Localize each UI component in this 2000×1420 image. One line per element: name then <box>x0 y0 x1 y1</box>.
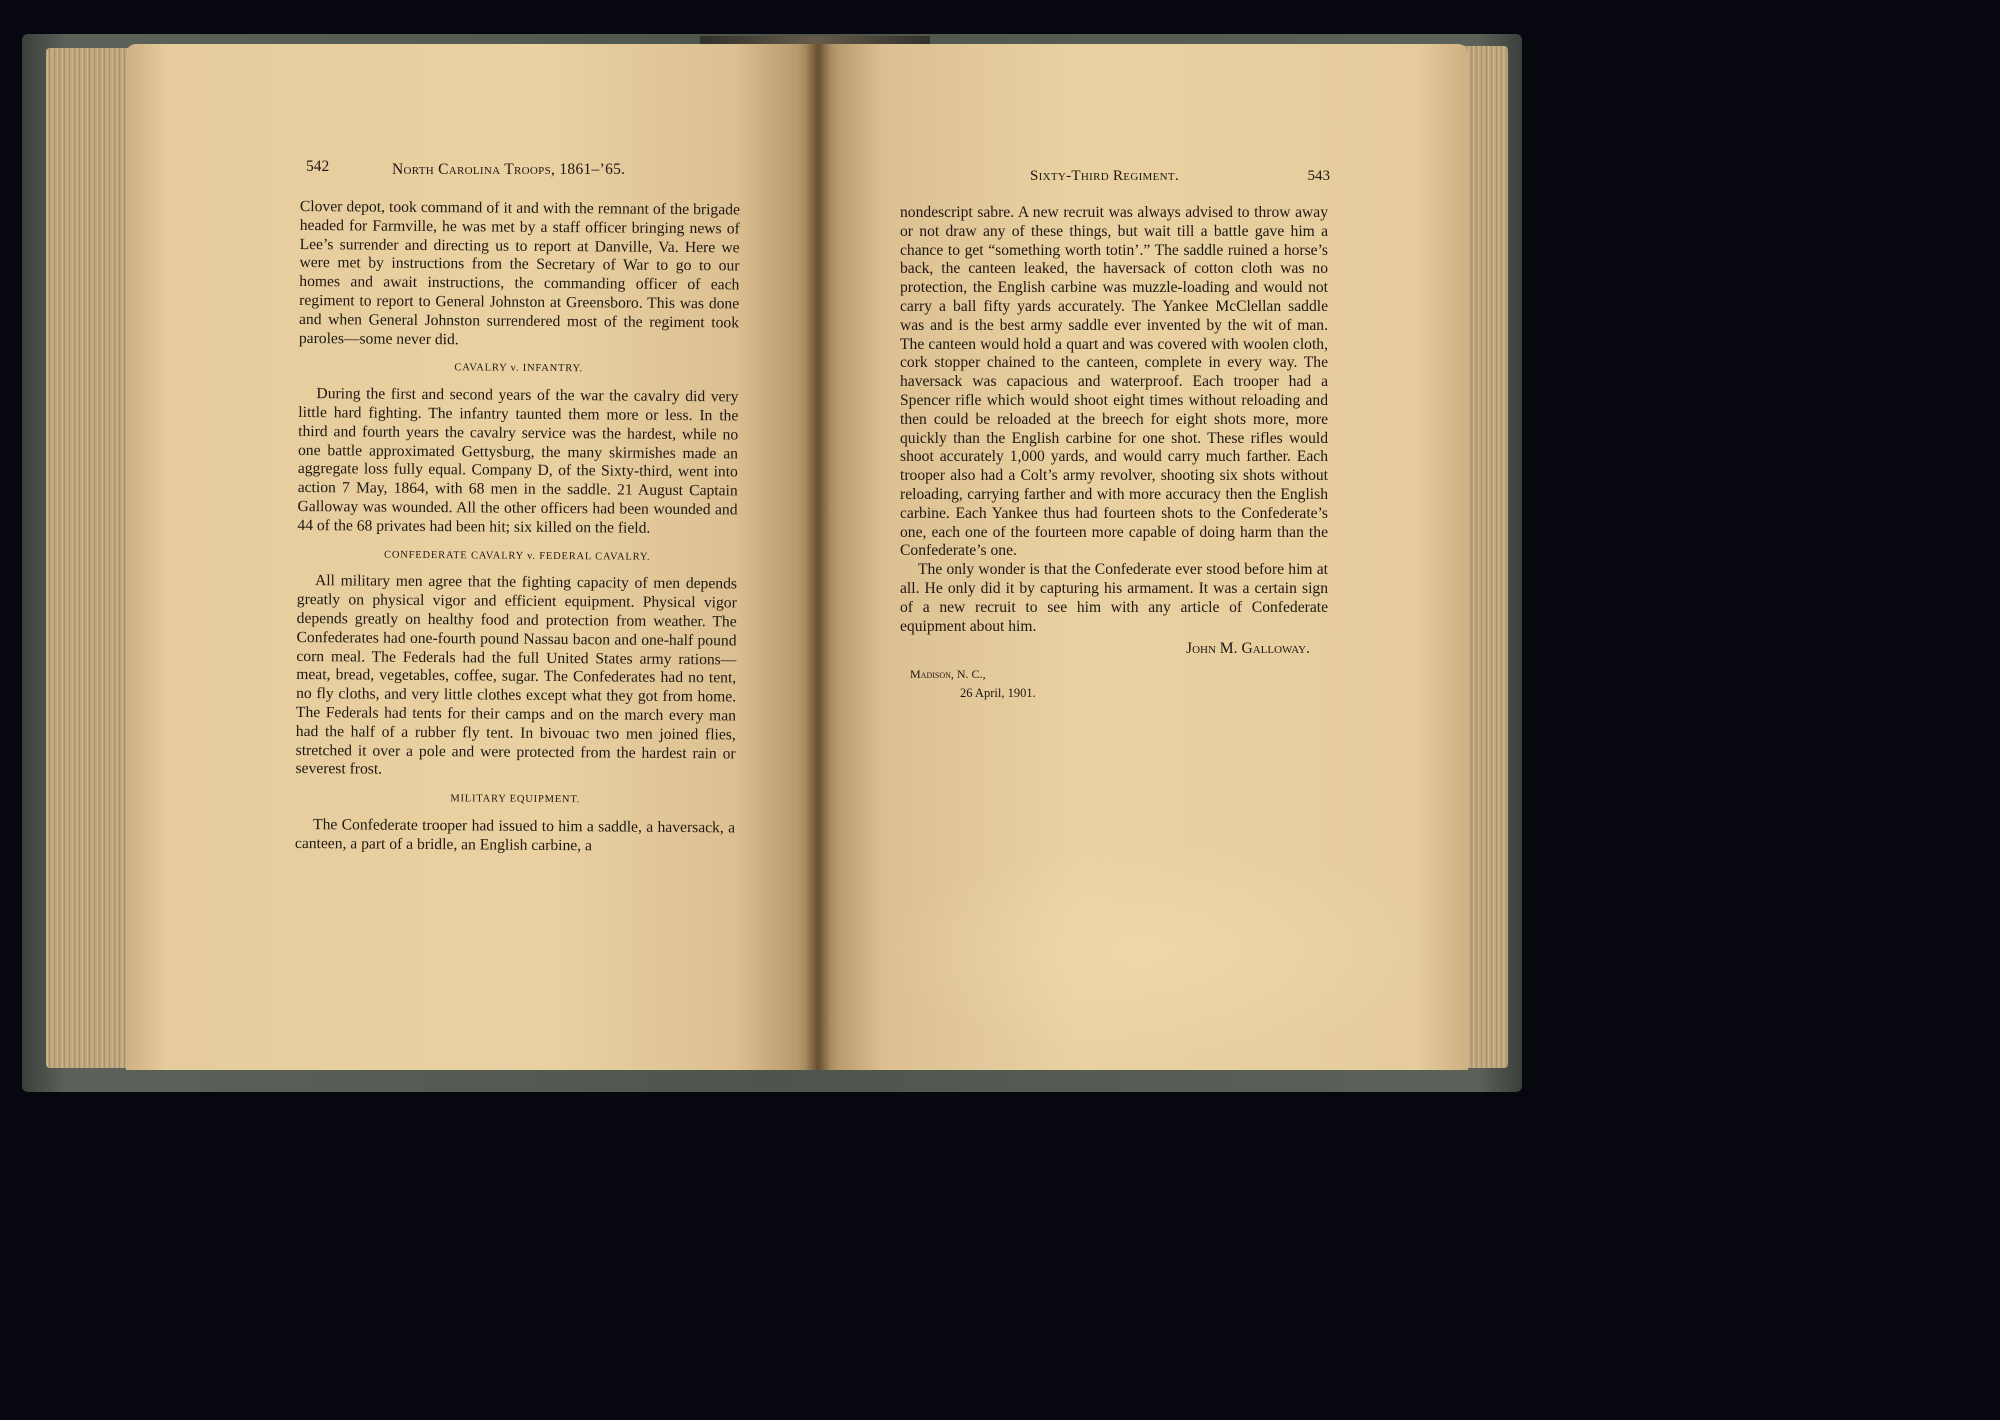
right-page-number: 543 <box>1307 168 1330 184</box>
left-paragraph-2: During the first and second years of the war the cavalry did very little hard fighting. The infantry taunted them more or less. In the third and fourth years the cavalry service was the hardest, while no one battle approximated Gettysburg, the many skirmishes made an aggregate loss fully equal. Company D, of the Sixty-third, went into action 7 May, 1864, with 68 men in the saddle. 21 August Captain Galloway was wounded. All the other officers had been wounded and 44 of the 68 privates had been hit; six killed on the field. <box>297 385 739 537</box>
left-paragraph-3: All military men agree that the fighting capacity of men depends greatly on physical vigor and efficient equipment. Physical vigor depends greatly on healthy food and protection from weather. The Confederates had one-fourth pound Nassau bacon and one-half pound corn meal. The Federals had the full United States army rations—meat, bread, vegetables, coffee, sugar. The Confederates had no tent, no fly cloths, and very little clothes except what they got from home. The Federals had tents for their camps and on the march every man had the half of a rubber fly tent. In bivouac two men joined flies, stretched it over a pole and were protected from the hardest rain or severest frost. <box>295 572 738 778</box>
right-paragraph-2: The only wonder is that the Confederate ever stood before him at all. He only did it by capturing his armament. It was a certain sign of a new recruit to see him with any article of Confederate equipment about him. <box>900 561 1328 635</box>
right-running-head: Sixty-Third Regiment. <box>1030 168 1179 184</box>
right-paragraph-1: nondescript sabre. A new recruit was always advised to throw away or not draw any of these things, but wait till a battle gave him a chance to get “something worth totin’.” The saddle ruined a horse’s back, the canteen leaked, the haversack of cotton cloth was no protection, the English carbine was muzzle-loading and would not carry a ball fifty yards accurately. The Yankee McClellan saddle was and is the best army saddle ever invented by the wit of man. The canteen would hold a quart and was covered with woolen cloth, cork stopper chained to the canteen, complete in every way. The haversack was capacious and waterproof. Each trooper had a Spencer rifle which would shoot eight times without reloading and then could be reloaded at the breech for eight shots more, more quickly than the English carbine for one shot. These rifles would shoot accurately 1,000 yards, and would carry much farther. Each trooper also had a Colt’s army revolver, shooting six shots without reloading, carrying farther and with more accuracy then the English carbine. Each Yankee thus had fourteen shots to the Confederate’s one, each one of the fourteen more capable of doing harm than the Confederate’s one. <box>900 204 1328 560</box>
heading-confederate-v-federal-cavalry: CONFEDERATE CAVALRY v. FEDERAL CAVALRY. <box>384 549 651 563</box>
right-page-text <box>900 204 1328 703</box>
light-glare <box>880 840 1440 1060</box>
left-page-text <box>295 198 740 857</box>
left-paragraph-4: The Confederate trooper had issued to him a saddle, a haversack, a canteen, a part of a bridle, an English carbine, a <box>294 816 736 855</box>
signature-place: Madison, N. C., <box>910 667 986 682</box>
left-page-number: 542 <box>306 158 330 175</box>
author-signature: John M. Galloway. <box>1186 640 1310 658</box>
left-page-edges <box>46 48 132 1068</box>
left-running-head: North Carolina Troops, 1861–’65. <box>392 161 626 178</box>
heading-cavalry-v-infantry: CAVALRY v. INFANTRY. <box>454 362 583 375</box>
book-gutter <box>806 44 830 1070</box>
heading-military-equipment: MILITARY EQUIPMENT. <box>450 793 581 806</box>
left-paragraph-1: Clover depot, took command of it and with the remnant of the brigade headed for Farmville, he was met by a staff officer bringing news of Lee’s surrender and directing us to report at Danville, Va. Here we were met by instructions from the Secretary of War to go to our homes and await instructions, the commanding officer of each regiment to report to General Johnston at Greensboro. This was done and when General Johnston surrendered most of the regiment took paroles—some never did. <box>298 198 740 348</box>
signature-date: 26 April, 1901. <box>960 685 1036 700</box>
